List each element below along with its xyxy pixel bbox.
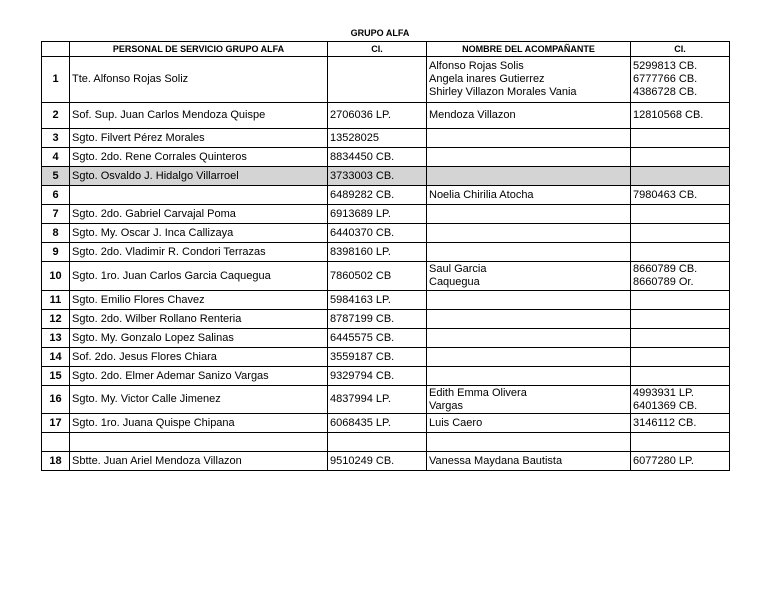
companion-ci xyxy=(631,367,730,386)
companion-name xyxy=(427,148,631,167)
companion-name xyxy=(427,291,631,310)
companion-ci xyxy=(631,291,730,310)
row-number: 15 xyxy=(42,367,70,386)
row-number: 5 xyxy=(42,167,70,186)
companion-name xyxy=(427,367,631,386)
personnel-ci: 8834450 CB. xyxy=(328,148,427,167)
row-number: 1 xyxy=(42,57,70,103)
table-row xyxy=(42,57,730,103)
row-number: 2 xyxy=(42,103,70,129)
companion-ci xyxy=(631,433,730,452)
table-row xyxy=(42,348,730,367)
companion-ci: 4993931 LP. 6401369 CB. xyxy=(631,386,730,414)
personnel-ci: 2706036 LP. xyxy=(328,103,427,129)
personnel-name: Sgto. Osvaldo J. Hidalgo Villarroel xyxy=(70,167,328,186)
header-companion: NOMBRE DEL ACOMPAÑANTE xyxy=(427,42,631,57)
companion-name: Edith Emma Olivera Vargas xyxy=(427,386,631,414)
companion-ci xyxy=(631,148,730,167)
personnel-table xyxy=(41,41,730,471)
personnel-ci: 8787199 CB. xyxy=(328,310,427,329)
table-row xyxy=(42,224,730,243)
personnel-ci: 9510249 CB. xyxy=(328,452,427,471)
personnel-ci xyxy=(328,433,427,452)
companion-ci: 6077280 LP. xyxy=(631,452,730,471)
personnel-name: Sof. Sup. Juan Carlos Mendoza Quispe xyxy=(70,103,328,129)
personnel-name: Sgto. 2do. Rene Corrales Quinteros xyxy=(70,148,328,167)
row-number: 14 xyxy=(42,348,70,367)
personnel-ci: 6440370 CB. xyxy=(328,224,427,243)
companion-name xyxy=(427,243,631,262)
table-row xyxy=(42,452,730,471)
table-body xyxy=(42,57,730,471)
personnel-name: Sgto. My. Oscar J. Inca Callizaya xyxy=(70,224,328,243)
table-row xyxy=(42,243,730,262)
companion-ci xyxy=(631,310,730,329)
personnel-ci: 6068435 LP. xyxy=(328,414,427,433)
row-number: 12 xyxy=(42,310,70,329)
row-number: 3 xyxy=(42,129,70,148)
row-number: 6 xyxy=(42,186,70,205)
companion-name xyxy=(427,167,631,186)
companion-name: Mendoza Villazon xyxy=(427,103,631,129)
table-row xyxy=(42,129,730,148)
companion-name xyxy=(427,310,631,329)
personnel-ci: 3559187 CB. xyxy=(328,348,427,367)
companion-ci xyxy=(631,205,730,224)
personnel-name: Sgto. My. Gonzalo Lopez Salinas xyxy=(70,329,328,348)
header-ci: CI. xyxy=(328,42,427,57)
personnel-name xyxy=(70,186,328,205)
table-row xyxy=(42,148,730,167)
companion-name: Saul Garcia Caquegua xyxy=(427,262,631,291)
companion-ci: 5299813 CB. 6777766 CB. 4386728 CB. xyxy=(631,57,730,103)
table-row xyxy=(42,205,730,224)
header-number xyxy=(42,42,70,57)
row-number: 13 xyxy=(42,329,70,348)
companion-ci: 8660789 CB. 8660789 Or. xyxy=(631,262,730,291)
personnel-name xyxy=(70,433,328,452)
companion-name: Noelia Chirilia Atocha xyxy=(427,186,631,205)
personnel-name: Sbtte. Juan Ariel Mendoza Villazon xyxy=(70,452,328,471)
companion-ci: 3146112 CB. xyxy=(631,414,730,433)
personnel-name: Sgto. 2do. Elmer Ademar Sanizo Vargas xyxy=(70,367,328,386)
personnel-ci: 5984163 LP. xyxy=(328,291,427,310)
personnel-ci: 4837994 LP. xyxy=(328,386,427,414)
companion-ci: 7980463 CB. xyxy=(631,186,730,205)
personnel-ci: 13528025 xyxy=(328,129,427,148)
table-row xyxy=(42,310,730,329)
companion-ci xyxy=(631,243,730,262)
header-personal: PERSONAL DE SERVICIO GRUPO ALFA xyxy=(70,42,328,57)
companion-name xyxy=(427,224,631,243)
personnel-name: Sgto. Filvert Pérez Morales xyxy=(70,129,328,148)
personnel-ci: 8398160 LP. xyxy=(328,243,427,262)
personnel-name: Sof. 2do. Jesus Flores Chiara xyxy=(70,348,328,367)
table-row xyxy=(42,367,730,386)
row-number: 17 xyxy=(42,414,70,433)
document-title: GRUPO ALFA xyxy=(350,28,410,38)
companion-name xyxy=(427,329,631,348)
row-number: 10 xyxy=(42,262,70,291)
companion-name xyxy=(427,205,631,224)
personnel-ci: 7860502 CB xyxy=(328,262,427,291)
companion-name xyxy=(427,433,631,452)
table-row xyxy=(42,103,730,129)
row-number: 7 xyxy=(42,205,70,224)
personnel-ci: 9329794 CB. xyxy=(328,367,427,386)
table-header-row xyxy=(42,42,730,57)
header-companion-ci: CI. xyxy=(631,42,730,57)
row-number: 18 xyxy=(42,452,70,471)
companion-ci xyxy=(631,224,730,243)
table-row xyxy=(42,329,730,348)
companion-ci xyxy=(631,348,730,367)
companion-ci xyxy=(631,167,730,186)
row-number: 11 xyxy=(42,291,70,310)
personnel-ci: 6913689 LP. xyxy=(328,205,427,224)
table-row xyxy=(42,262,730,291)
personnel-name: Sgto. 1ro. Juana Quispe Chipana xyxy=(70,414,328,433)
personnel-name: Sgto. 1ro. Juan Carlos Garcia Caquegua xyxy=(70,262,328,291)
row-number: 16 xyxy=(42,386,70,414)
companion-ci: 12810568 CB. xyxy=(631,103,730,129)
personnel-name: Sgto. 2do. Gabriel Carvajal Poma xyxy=(70,205,328,224)
table-row xyxy=(42,291,730,310)
companion-name: Vanessa Maydana Bautista xyxy=(427,452,631,471)
personnel-ci: 3733003 CB. xyxy=(328,167,427,186)
companion-ci xyxy=(631,129,730,148)
companion-ci xyxy=(631,329,730,348)
table-row xyxy=(42,167,730,186)
table-row xyxy=(42,386,730,414)
companion-name: Alfonso Rojas Solis Angela inares Gutierrez Shirley Villazon Morales Vania xyxy=(427,57,631,103)
row-number: 4 xyxy=(42,148,70,167)
personnel-name: Tte. Alfonso Rojas Soliz xyxy=(70,57,328,103)
personnel-ci xyxy=(328,57,427,103)
personnel-ci: 6445575 CB. xyxy=(328,329,427,348)
personnel-name: Sgto. 2do. Vladimir R. Condori Terrazas xyxy=(70,243,328,262)
personnel-ci: 6489282 CB. xyxy=(328,186,427,205)
table-row xyxy=(42,414,730,433)
personnel-name: Sgto. Emilio Flores Chavez xyxy=(70,291,328,310)
table-row xyxy=(42,433,730,452)
companion-name: Luis Caero xyxy=(427,414,631,433)
row-number: 9 xyxy=(42,243,70,262)
table-row xyxy=(42,186,730,205)
companion-name xyxy=(427,348,631,367)
companion-name xyxy=(427,129,631,148)
personnel-name: Sgto. 2do. Wilber Rollano Renteria xyxy=(70,310,328,329)
row-number: 8 xyxy=(42,224,70,243)
personnel-name: Sgto. My. Victor Calle Jimenez xyxy=(70,386,328,414)
row-number xyxy=(42,433,70,452)
